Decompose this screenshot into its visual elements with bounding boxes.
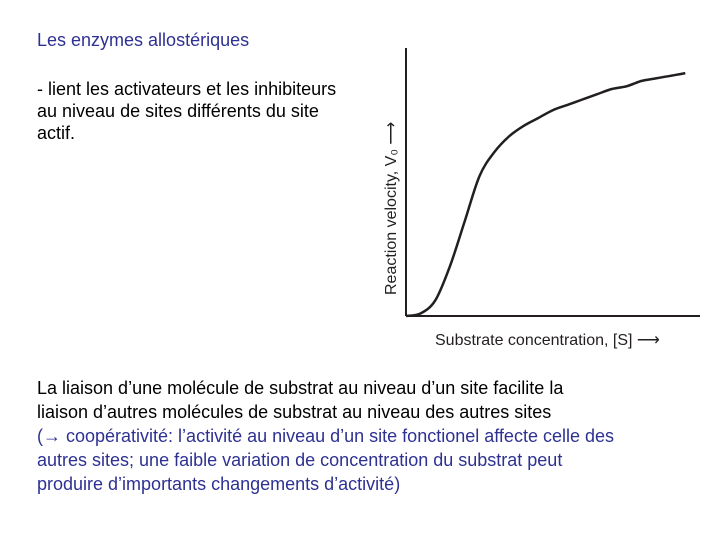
slide-title: Les enzymes allostériques (37, 30, 250, 50)
cooperativity-line: produire d’importants changements d’activité) (37, 474, 401, 494)
bullet-text (37, 78, 377, 144)
bullet-line: au niveau de sites différents du site (37, 101, 319, 121)
bottom-line: La liaison d’une molécule de substrat au niveau d’un site facilite la (37, 378, 564, 398)
y-axis-label: Reaction velocity, V₀ ⟶ (383, 121, 400, 295)
allosteric-velocity-chart (370, 40, 710, 360)
velocity-curve (406, 73, 685, 316)
cooperativity-line: (→ coopérativité: l’activité au niveau d’un site fonctionel affecte celle des (37, 426, 614, 446)
x-axis-label: Substrate concentration, [S] ⟶ (435, 332, 660, 349)
bullet-line: actif. (37, 123, 76, 143)
bottom-text (37, 376, 697, 496)
bullet-line: - lient les activateurs et les inhibiteurs (37, 79, 337, 99)
cooperativity-line: autres sites; une faible variation de concentration du substrat peut (37, 450, 563, 470)
bottom-line: liaison d’autres molécules de substrat au niveau des autres sites (37, 402, 552, 422)
